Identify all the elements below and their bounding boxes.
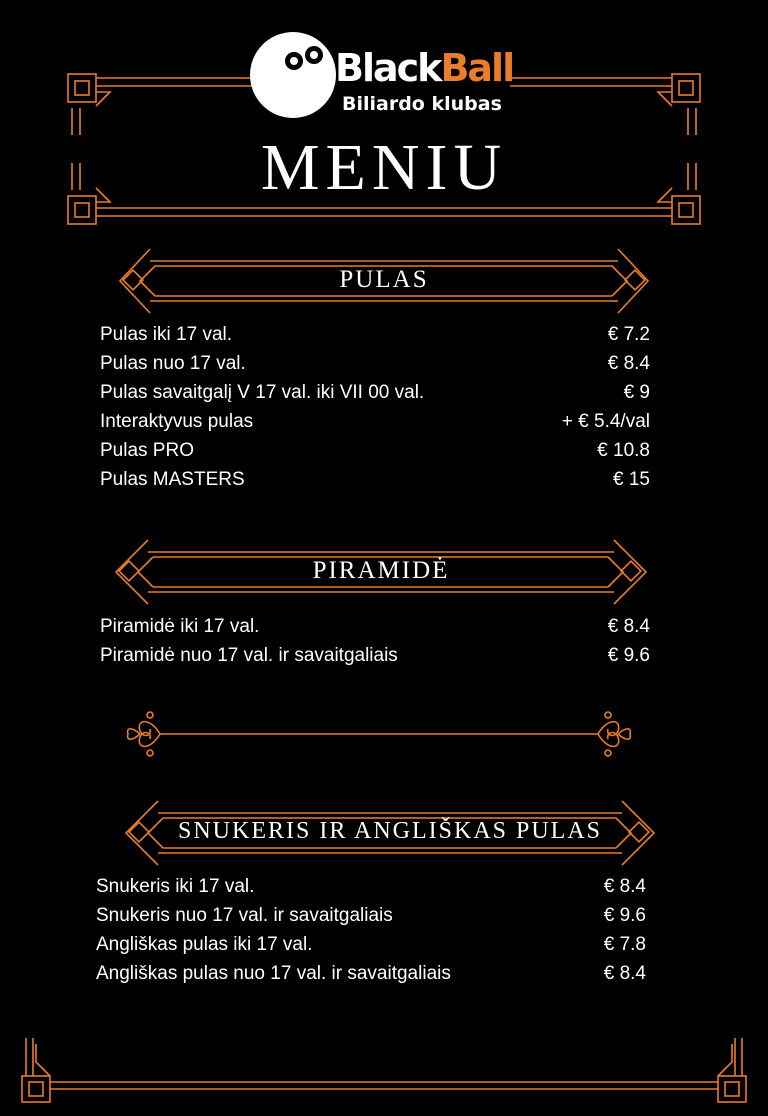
section-heading-piramide: PIRAMIDĖ — [312, 557, 450, 584]
item-name: Interaktyvus pulas — [100, 411, 254, 432]
menu-item — [100, 616, 650, 638]
menu-item — [96, 934, 646, 956]
menu-item — [100, 324, 650, 346]
item-price: € 7.8 — [603, 934, 646, 955]
menu-item — [96, 905, 646, 927]
item-name: Snukeris iki 17 val. — [96, 876, 255, 897]
item-price: € 9.6 — [603, 905, 646, 926]
item-price: € 8.4 — [603, 963, 646, 984]
menu-item — [100, 353, 650, 375]
item-name: Pulas savaitgalį V 17 val. iki VII 00 val. — [100, 382, 425, 403]
bottom-frame-ornament — [0, 1026, 768, 1116]
menu-item — [100, 411, 650, 433]
item-price: € 15 — [613, 469, 650, 490]
item-price: € 9.6 — [607, 645, 650, 666]
brand-subtitle: Biliardo klubas — [342, 93, 502, 115]
flourish-divider — [0, 705, 768, 765]
item-price: € 8.4 — [607, 353, 650, 374]
item-price: € 9 — [623, 382, 650, 403]
item-price: € 7.2 — [607, 324, 650, 345]
item-price: € 10.8 — [597, 440, 650, 461]
item-name: Piramidė nuo 17 val. ir savaitgaliais — [100, 645, 398, 666]
page-title: MENIU — [260, 131, 508, 204]
item-name: Angliškas pulas iki 17 val. — [96, 934, 313, 955]
item-name: Angliškas pulas nuo 17 val. ir savaitgaliais — [96, 963, 451, 984]
menu-item — [100, 645, 650, 667]
brand-logo — [250, 32, 514, 122]
menu-item — [100, 382, 650, 404]
item-price: € 8.4 — [607, 616, 650, 637]
menu-item — [96, 876, 646, 898]
item-name: Pulas iki 17 val. — [100, 324, 233, 345]
billiard-ball-icon — [250, 32, 336, 118]
item-price: + € 5.4/val — [561, 411, 650, 432]
menu-item — [100, 469, 650, 491]
item-name: Pulas nuo 17 val. — [100, 353, 246, 374]
item-price: € 8.4 — [603, 876, 646, 897]
menu-item — [96, 963, 646, 985]
menu-item — [100, 440, 650, 462]
item-name: Pulas PRO — [100, 440, 194, 461]
section-heading-snukeris: SNUKERIS IR ANGLIŠKAS PULAS — [177, 818, 603, 844]
section-heading-pulas: PULAS — [339, 266, 429, 293]
item-name: Piramidė iki 17 val. — [100, 616, 260, 637]
brand-name: BlackBall — [335, 46, 514, 90]
item-name: Snukeris nuo 17 val. ir savaitgaliais — [96, 905, 393, 926]
item-name: Pulas MASTERS — [100, 469, 245, 490]
